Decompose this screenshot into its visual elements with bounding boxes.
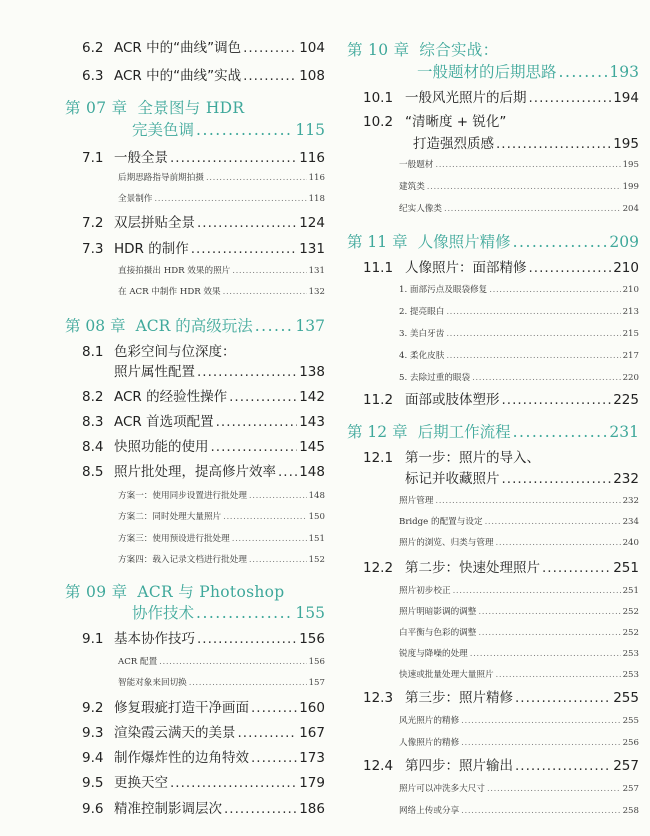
- dot-leader: [483, 517, 621, 527]
- section-title-cont: 打造强烈质感: [413, 136, 494, 152]
- page-number: 108: [299, 68, 325, 84]
- subentry-title: 快速或批量处理大量照片: [399, 670, 494, 680]
- dot-leader: [494, 670, 621, 680]
- subentry-title: 2. 提亮眼白: [399, 307, 445, 317]
- toc-subentry[interactable]: [399, 605, 639, 617]
- dot-leader: [433, 160, 620, 170]
- chapter-title-cont: 协作技术: [132, 604, 195, 622]
- page-number: 142: [299, 389, 325, 405]
- dot-leader: [494, 538, 621, 548]
- subentry-title: 照片初步校正: [399, 586, 451, 596]
- toc-entry-9-5[interactable]: [82, 771, 325, 791]
- section-number: 12.1: [363, 450, 394, 466]
- section-title: 基本协作技巧: [114, 631, 195, 647]
- toc-subentry[interactable]: [399, 494, 639, 506]
- toc-subentry[interactable]: [399, 668, 639, 680]
- page-number: 232: [613, 471, 639, 487]
- section-title: 一般风光照片的后期: [405, 90, 527, 106]
- page-number: 116: [308, 173, 325, 183]
- chapter-09-heading-line2[interactable]: [132, 601, 325, 623]
- dot-leader: [249, 700, 297, 716]
- section-number: 12.3: [363, 690, 394, 706]
- toc-subentry[interactable]: [399, 736, 639, 748]
- toc-entry-8-1[interactable]: [82, 340, 325, 360]
- toc-subentry[interactable]: [118, 264, 325, 276]
- subentry-title: ACR 配置: [118, 657, 158, 667]
- section-number: 9.3: [82, 725, 104, 741]
- section-title: 第四步：照片输出: [405, 758, 513, 774]
- dot-leader: [195, 631, 297, 647]
- subentry-title: 在 ACR 中制作 HDR 效果: [118, 287, 221, 297]
- dot-leader: [444, 307, 620, 317]
- toc-subentry[interactable]: [118, 489, 325, 501]
- toc-subentry[interactable]: [118, 192, 325, 204]
- chapter-09-heading[interactable]: [65, 580, 284, 602]
- toc-subentry[interactable]: [399, 371, 639, 383]
- chapter-07-heading-line2[interactable]: [132, 118, 325, 140]
- section-number: 10.1: [363, 90, 394, 106]
- toc-entry-8-5[interactable]: [82, 460, 325, 480]
- subentry-title: 5. 去除过重的眼袋: [399, 373, 471, 383]
- page-number: 104: [299, 40, 325, 56]
- dot-leader: [500, 471, 612, 487]
- page-number: 116: [299, 150, 325, 166]
- subentry-title: 网络上传或分享: [399, 806, 460, 816]
- section-number: 12.2: [363, 560, 394, 576]
- dot-leader: [494, 136, 611, 152]
- section-title: 面部或肢体塑形: [405, 392, 500, 408]
- section-title: 修复瑕疵打造干净画面: [114, 700, 249, 716]
- page-number: 232: [622, 496, 639, 506]
- page-number: 252: [622, 628, 639, 638]
- chapter-12-heading[interactable]: [347, 420, 639, 442]
- chapter-number: 第 08 章: [65, 317, 126, 335]
- chapter-title: 人像照片精修: [417, 233, 511, 251]
- dot-leader: [194, 121, 293, 139]
- page-number: 231: [609, 423, 639, 441]
- toc-entry-12-1[interactable]: [363, 446, 639, 466]
- chapter-number: 第 09 章: [65, 583, 128, 601]
- dot-leader: [204, 173, 307, 183]
- section-title: 渲染霞云满天的美景: [114, 725, 236, 741]
- toc-entry-6-3[interactable]: [82, 64, 325, 84]
- dot-leader: [253, 317, 294, 335]
- chapter-title: ACR 的高级玩法: [135, 317, 253, 335]
- page-number: 118: [308, 194, 325, 204]
- subentry-title: 纪实人像类: [399, 204, 442, 214]
- toc-entry-8-4[interactable]: [82, 435, 325, 455]
- section-title: 色彩空间与位深度：: [114, 344, 236, 360]
- page-number: 179: [299, 775, 325, 791]
- page-number: 255: [622, 716, 639, 726]
- section-number: 9.2: [82, 700, 104, 716]
- section-title: 一般全景: [114, 150, 168, 166]
- section-number: 7.1: [82, 150, 104, 166]
- page-number: 195: [613, 136, 639, 152]
- subentry-title: 人像照片的精修: [399, 738, 460, 748]
- toc-subentry[interactable]: [118, 655, 325, 667]
- dot-leader: [157, 657, 306, 667]
- subentry-title: 一般题材: [399, 160, 434, 170]
- section-title: ACR 中的“曲线”实战: [114, 68, 242, 84]
- subentry-title: 白平衡与色彩的调整: [399, 628, 477, 638]
- chapter-07-heading[interactable]: [65, 96, 244, 118]
- page-number: 258: [622, 806, 639, 816]
- section-title: 第二步：快速处理照片: [405, 560, 540, 576]
- page-number: 257: [622, 784, 639, 794]
- dot-leader: [487, 285, 620, 295]
- toc-subentry[interactable]: [399, 327, 639, 339]
- section-title: ACR 中的“曲线”调色: [114, 40, 242, 56]
- page-number: 251: [613, 560, 639, 576]
- section-number: 8.5: [82, 464, 104, 480]
- chapter-number: 第 12 章: [347, 423, 408, 441]
- subentry-title: 照片明暗影调的调整: [399, 607, 477, 617]
- toc-subentry[interactable]: [399, 515, 639, 527]
- toc-entry-9-3[interactable]: [82, 721, 325, 741]
- section-title-cont: 标记并收藏照片: [405, 471, 500, 487]
- page-number: 193: [609, 63, 639, 81]
- toc-entry-9-2[interactable]: [82, 696, 325, 716]
- page-number: 210: [622, 285, 639, 295]
- dot-leader: [433, 496, 620, 506]
- toc-entry-10-1[interactable]: [363, 86, 639, 106]
- dot-leader: [241, 40, 297, 56]
- toc-subentry[interactable]: [399, 202, 639, 214]
- toc-subentry[interactable]: [399, 584, 639, 596]
- dot-leader: [227, 389, 297, 405]
- dot-leader: [236, 725, 298, 741]
- dot-leader: [195, 215, 297, 231]
- toc-entry-9-1[interactable]: [82, 627, 325, 647]
- page-number: 156: [308, 657, 325, 667]
- subentry-title: 方案四：载入记录文档进行批处理: [118, 555, 247, 565]
- page-number: 256: [622, 738, 639, 748]
- section-number: 8.3: [82, 414, 104, 430]
- chapter-10-heading-line2[interactable]: [417, 60, 639, 82]
- subentry-title: 建筑类: [399, 182, 425, 192]
- section-number: 9.4: [82, 750, 104, 766]
- section-title: HDR 的制作: [114, 241, 189, 257]
- toc-subentry[interactable]: [118, 676, 325, 688]
- chapter-title: ACR 与 Photoshop: [137, 583, 285, 601]
- subentry-title: 4. 柔化皮肤: [399, 351, 445, 361]
- dot-leader: [214, 414, 298, 430]
- toc-entry-8-1-cont[interactable]: [114, 360, 325, 380]
- toc-entry-7-2[interactable]: [82, 211, 325, 231]
- page-number: 194: [613, 90, 639, 106]
- section-title: 人像照片：面部精修: [405, 260, 527, 276]
- page-number: 210: [613, 260, 639, 276]
- page-number: 131: [308, 266, 325, 276]
- dot-leader: [468, 649, 621, 659]
- subentry-title: 照片的浏览、归类与管理: [399, 538, 494, 548]
- page-number: 145: [299, 439, 325, 455]
- section-number: 7.2: [82, 215, 104, 231]
- chapter-08-heading[interactable]: [65, 314, 325, 336]
- toc-subentry[interactable]: [118, 532, 325, 544]
- section-number: 9.6: [82, 801, 104, 817]
- page-number: 199: [622, 182, 639, 192]
- subentry-title: 全景制作: [118, 194, 153, 204]
- chapter-number: 第 11 章: [347, 233, 408, 251]
- page-number: 257: [613, 758, 639, 774]
- section-title: 照片批处理，提高修片效率: [114, 464, 276, 480]
- chapter-title-cont: 一般题材的后期思路: [417, 63, 557, 81]
- chapter-number: 第 07 章: [65, 99, 128, 117]
- toc-subentry[interactable]: [399, 536, 639, 548]
- toc-entry-12-2[interactable]: [363, 556, 639, 576]
- page-number: 151: [308, 534, 325, 544]
- subentry-title: 直接拍摄出 HDR 效果的照片: [118, 266, 231, 276]
- page-number: 132: [308, 287, 325, 297]
- dot-leader: [540, 560, 611, 576]
- dot-leader: [442, 204, 621, 214]
- dot-leader: [194, 604, 293, 622]
- page-number: 186: [299, 801, 325, 817]
- dot-leader: [444, 329, 620, 339]
- section-number: 7.3: [82, 241, 104, 257]
- toc-subentry[interactable]: [399, 626, 639, 638]
- dot-leader: [527, 260, 612, 276]
- dot-leader: [195, 364, 297, 380]
- toc-entry-10-2-cont[interactable]: [413, 132, 639, 152]
- section-title: 第三步：照片精修: [405, 690, 513, 706]
- section-title: ACR 首选项配置: [114, 414, 214, 430]
- chapter-title: 全景图与 HDR: [137, 99, 245, 117]
- page-number: 240: [622, 538, 639, 548]
- toc-subentry[interactable]: [399, 158, 639, 170]
- toc-entry-6-2[interactable]: [82, 36, 325, 56]
- section-number: 9.5: [82, 775, 104, 791]
- page-number: 253: [622, 670, 639, 680]
- subentry-title: 风光照片的精修: [399, 716, 460, 726]
- page-number: 215: [622, 329, 639, 339]
- section-number: 10.2: [363, 114, 394, 130]
- chapter-11-heading[interactable]: [347, 230, 639, 252]
- section-number: 6.2: [82, 40, 104, 56]
- toc-entry-12-4[interactable]: [363, 754, 639, 774]
- page-number: 220: [622, 373, 639, 383]
- section-title: 快照功能的使用: [114, 439, 209, 455]
- page-number: 131: [299, 241, 325, 257]
- section-number: 12.4: [363, 758, 394, 774]
- page-number: 155: [295, 604, 325, 622]
- page-number: 225: [613, 392, 639, 408]
- section-number: 11.2: [363, 392, 394, 408]
- page-number: 115: [295, 121, 325, 139]
- dot-leader: [485, 784, 621, 794]
- page-number: 213: [622, 307, 639, 317]
- section-number: 8.4: [82, 439, 104, 455]
- dot-leader: [459, 806, 620, 816]
- toc-subentry[interactable]: [399, 349, 639, 361]
- page-number: 157: [308, 678, 325, 688]
- dot-leader: [249, 750, 297, 766]
- dot-leader: [221, 512, 306, 522]
- page-number: 148: [308, 491, 325, 501]
- dot-leader: [222, 801, 297, 817]
- page-number: 252: [622, 607, 639, 617]
- page-number: 253: [622, 649, 639, 659]
- section-number: 8.2: [82, 389, 104, 405]
- dot-leader: [470, 373, 621, 383]
- dot-leader: [247, 555, 307, 565]
- toc-subentry[interactable]: [118, 553, 325, 565]
- dot-leader: [444, 351, 620, 361]
- page-number: 138: [299, 364, 325, 380]
- toc-subentry[interactable]: [118, 285, 325, 297]
- toc-entry-10-2[interactable]: [363, 110, 639, 130]
- dot-leader: [459, 738, 620, 748]
- page-number: 167: [299, 725, 325, 741]
- subentry-title: 方案三：使用预设进行批处理: [118, 534, 230, 544]
- section-number: 8.1: [82, 344, 104, 360]
- dot-leader: [451, 586, 621, 596]
- section-number: 6.3: [82, 68, 104, 84]
- page-number: 143: [299, 414, 325, 430]
- page-number: 156: [299, 631, 325, 647]
- section-number: 11.1: [363, 260, 394, 276]
- dot-leader: [241, 68, 297, 84]
- page-number: 137: [295, 317, 325, 335]
- toc-entry-7-1[interactable]: [82, 146, 325, 166]
- toc-entry-7-3[interactable]: [82, 237, 325, 257]
- subentry-title: Bridge 的配置与设定: [399, 517, 483, 527]
- toc-subentry[interactable]: [399, 782, 639, 794]
- dot-leader: [152, 194, 306, 204]
- toc-subentry[interactable]: [399, 283, 639, 295]
- section-title: ACR 的经验性操作: [114, 389, 228, 405]
- subentry-title: 后期思路指导前期拍摄: [118, 173, 204, 183]
- toc-subentry[interactable]: [118, 171, 325, 183]
- dot-leader: [168, 150, 297, 166]
- section-title: 精准控制影调层次: [114, 801, 222, 817]
- toc-entry-12-1-cont[interactable]: [405, 467, 639, 487]
- dot-leader: [230, 266, 306, 276]
- page-number: 160: [299, 700, 325, 716]
- page-number: 255: [613, 690, 639, 706]
- dot-leader: [168, 775, 297, 791]
- section-title: 双层拼贴全景: [114, 215, 195, 231]
- section-number: 9.1: [82, 631, 104, 647]
- toc-entry-11-2[interactable]: [363, 388, 639, 408]
- page-number: 217: [622, 351, 639, 361]
- chapter-number: 第 10 章: [347, 41, 410, 59]
- toc-subentry[interactable]: [399, 647, 639, 659]
- dot-leader: [500, 392, 612, 408]
- chapter-10-heading[interactable]: [347, 38, 498, 60]
- subentry-title: 照片管理: [399, 496, 434, 506]
- subentry-title: 3. 美白牙齿: [399, 329, 445, 339]
- dot-leader: [511, 423, 608, 441]
- dot-leader: [513, 758, 611, 774]
- dot-leader: [476, 607, 620, 617]
- section-title: 制作爆炸性的边角特效: [114, 750, 249, 766]
- dot-leader: [425, 182, 621, 192]
- subentry-title: 方案一：使用同步设置进行批处理: [118, 491, 247, 501]
- dot-leader: [221, 287, 307, 297]
- subentry-title: 方案二：同时处理大量照片: [118, 512, 222, 522]
- toc-entry-8-3[interactable]: [82, 410, 325, 430]
- toc-entry-11-1[interactable]: [363, 256, 639, 276]
- dot-leader: [247, 491, 307, 501]
- page-number: 152: [308, 555, 325, 565]
- page-number: 148: [299, 464, 325, 480]
- page-number: 204: [622, 204, 639, 214]
- toc-subentry[interactable]: [399, 804, 639, 816]
- section-title: 第一步：照片的导入、: [405, 450, 540, 466]
- page-number: 150: [308, 512, 325, 522]
- toc-subentry[interactable]: [399, 714, 639, 726]
- dot-leader: [187, 678, 307, 688]
- dot-leader: [230, 534, 307, 544]
- toc-subentry[interactable]: [399, 180, 639, 192]
- subentry-title: 智能对象来回切换: [118, 678, 187, 688]
- section-title: “清晰度 + 锐化”: [405, 114, 507, 130]
- toc-subentry[interactable]: [118, 510, 325, 522]
- page-number: 173: [299, 750, 325, 766]
- chapter-title-cont: 完美色调: [132, 121, 195, 139]
- section-title: 更换天空: [114, 775, 168, 791]
- dot-leader: [459, 716, 620, 726]
- subentry-title: 锐度与降噪的处理: [399, 649, 468, 659]
- toc-entry-9-6[interactable]: [82, 797, 325, 817]
- page-number: 209: [609, 233, 639, 251]
- dot-leader: [276, 464, 297, 480]
- page-number: 124: [299, 215, 325, 231]
- section-title-cont: 照片属性配置: [114, 364, 195, 380]
- page-number: 195: [622, 160, 639, 170]
- dot-leader: [511, 233, 608, 251]
- dot-leader: [513, 690, 611, 706]
- chapter-title: 综合实战：: [419, 41, 499, 59]
- page-number: 251: [622, 586, 639, 596]
- page-number: 234: [622, 517, 639, 527]
- dot-leader: [189, 241, 298, 257]
- subentry-title: 照片可以冲洗多大尺寸: [399, 784, 485, 794]
- dot-leader: [557, 63, 608, 81]
- dot-leader: [209, 439, 298, 455]
- subentry-title: 1. 面部污点及眼袋修复: [399, 285, 488, 295]
- toc-subentry[interactable]: [399, 305, 639, 317]
- dot-leader: [527, 90, 612, 106]
- toc-entry-9-4[interactable]: [82, 746, 325, 766]
- toc-entry-8-2[interactable]: [82, 385, 325, 405]
- toc-entry-12-3[interactable]: [363, 686, 639, 706]
- dot-leader: [476, 628, 620, 638]
- chapter-title: 后期工作流程: [417, 423, 511, 441]
